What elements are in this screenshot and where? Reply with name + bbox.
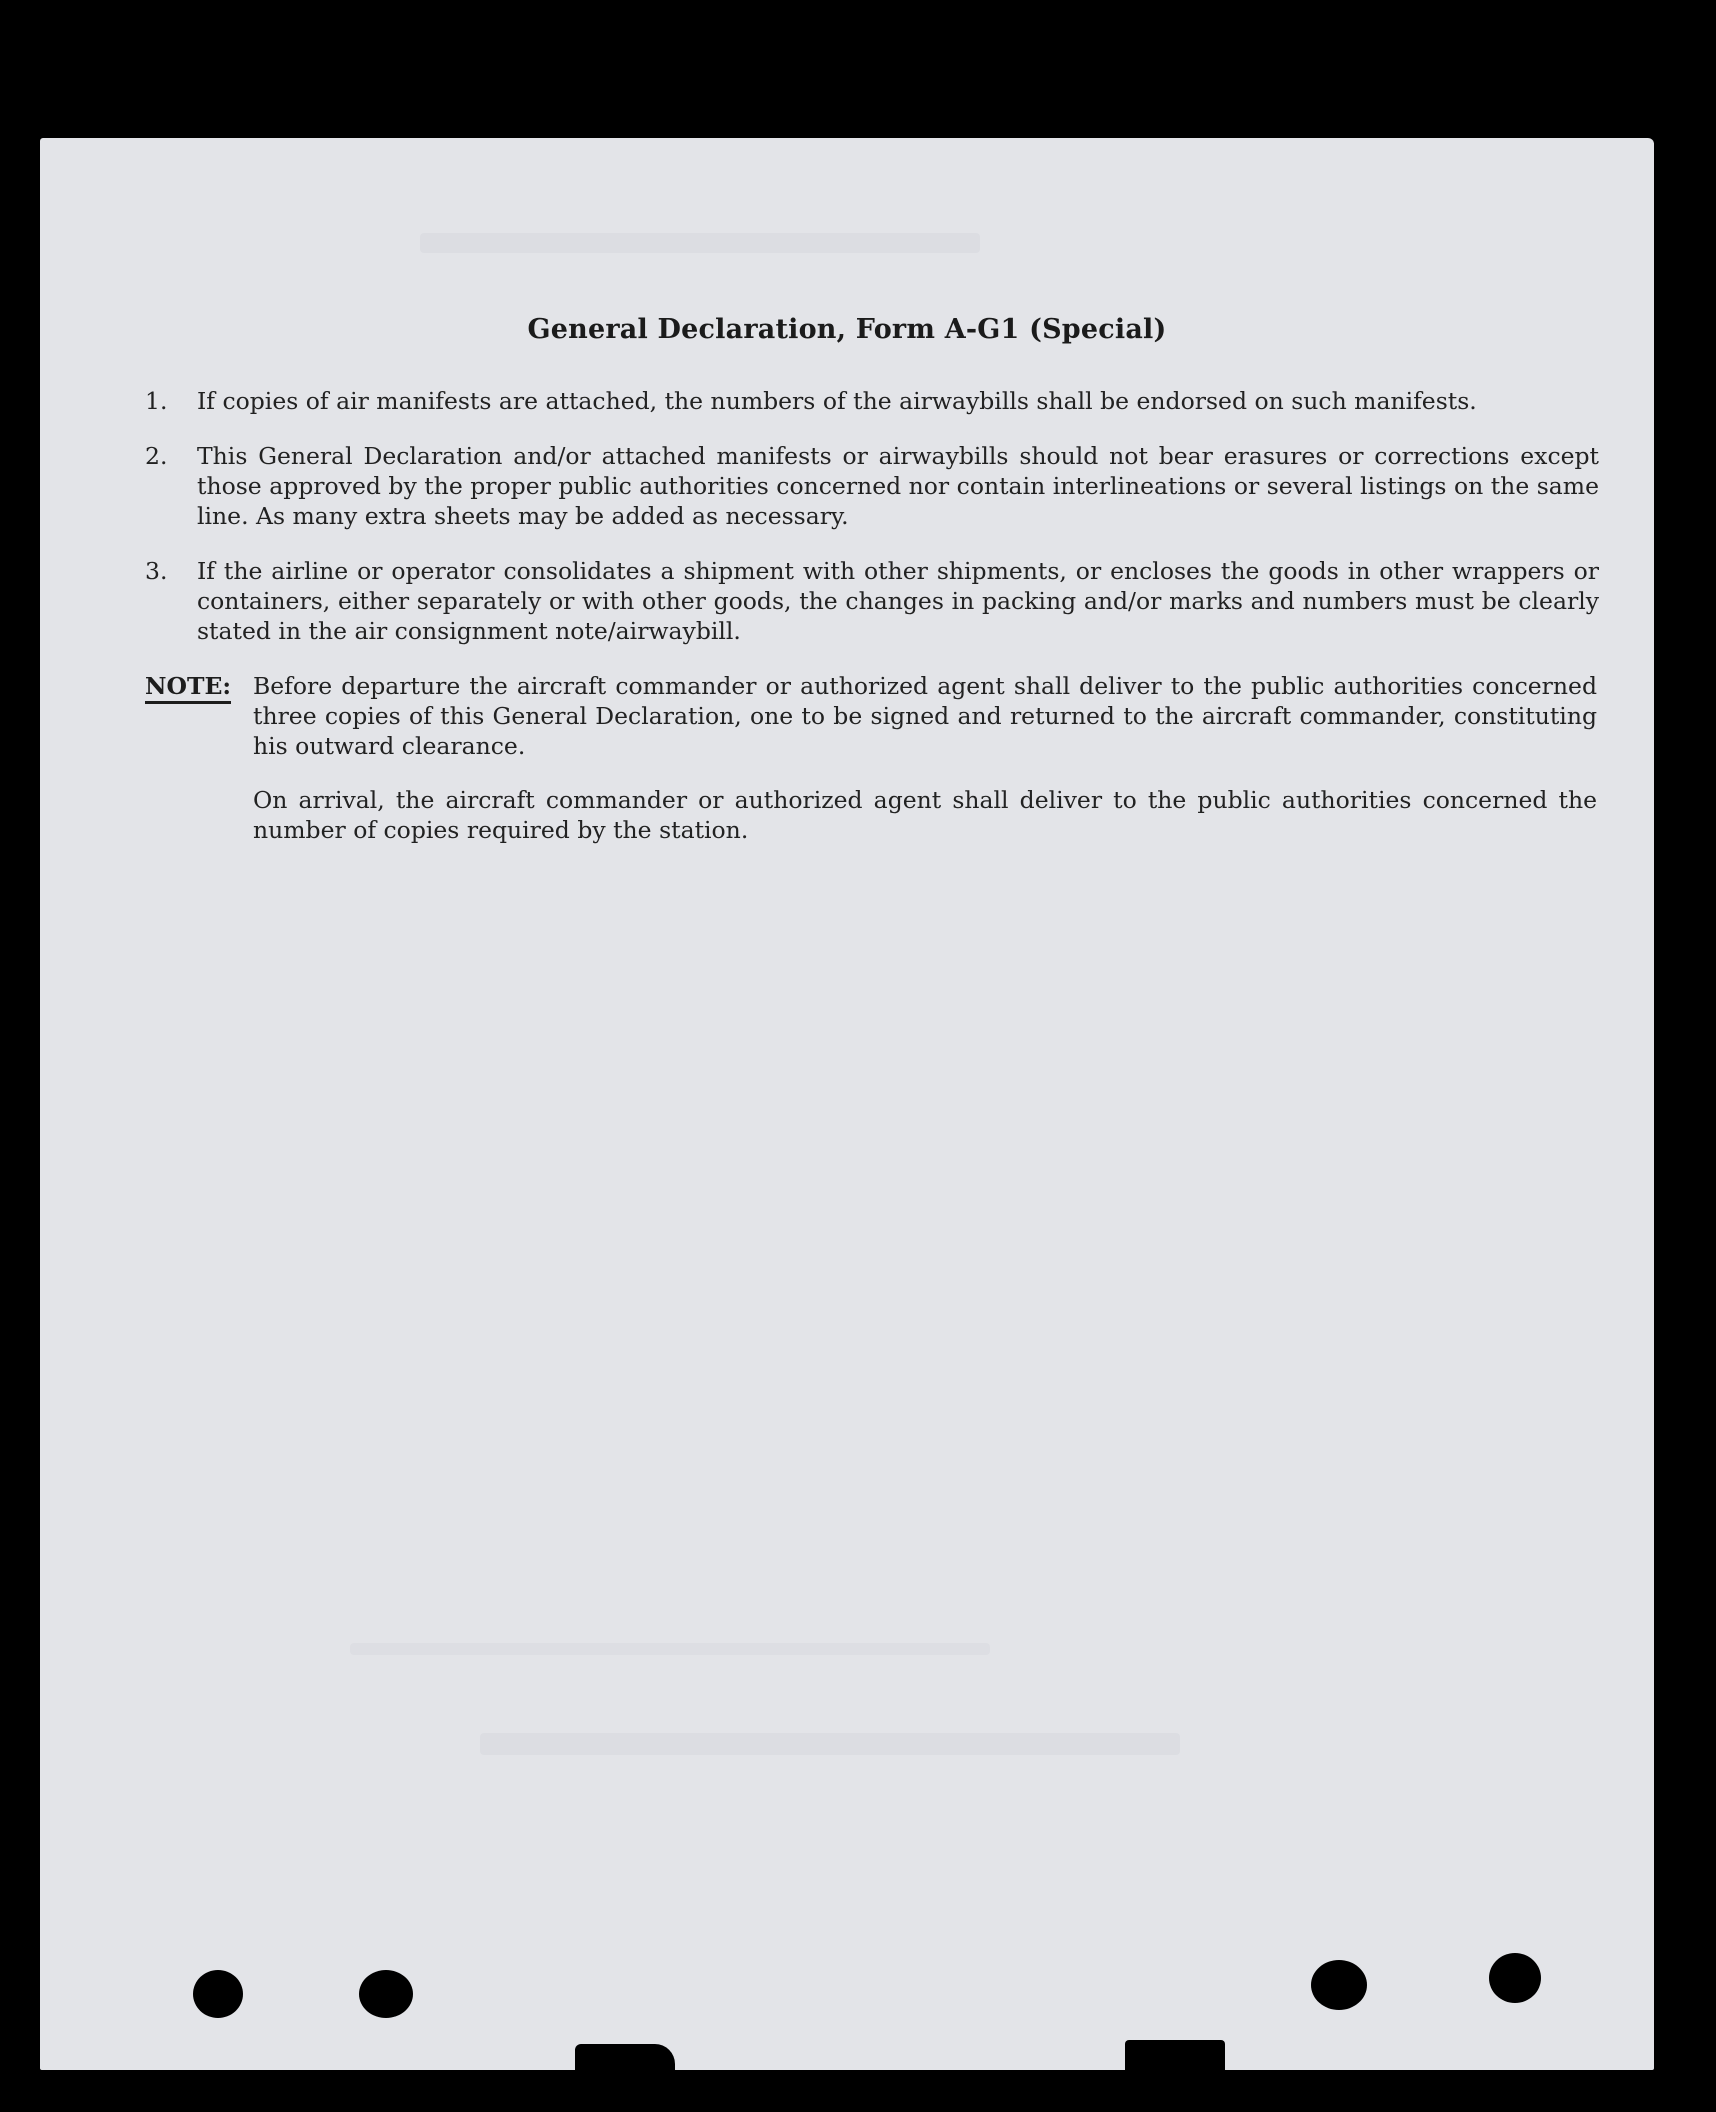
punch-hole — [1489, 1953, 1541, 2003]
torn-edge — [575, 2044, 675, 2074]
list-item — [145, 386, 1599, 416]
item-number: 3. — [145, 557, 168, 585]
torn-edge — [1125, 2040, 1225, 2074]
document-page — [40, 138, 1654, 2070]
item-text: This General Declaration and/or attached manifests or airwaybills should not bear erasures or corrections except those approved by the proper public authorities concerned nor contain interlineations or several listings on the same line. As many extra sheets may be added as necessary. — [197, 442, 1599, 530]
document-title: General Declaration, Form A-G1 (Special) — [527, 314, 1167, 345]
note-label: NOTE: — [145, 671, 231, 704]
note-paragraph: Before departure the aircraft commander or authorized agent shall deliver to the public authorities concerned three copies of this General Declaration, one to be signed and returned to the aircraft commander, constituting his outward clearance. — [253, 672, 1597, 760]
bleed-through-mark — [420, 233, 980, 253]
bleed-through-mark — [350, 1643, 990, 1655]
punch-hole — [193, 1970, 243, 2018]
list-item — [145, 556, 1599, 646]
item-text: If copies of air manifests are attached, the numbers of the airwaybills shall be endorsed on such manifests. — [197, 387, 1477, 415]
punch-hole — [359, 1970, 413, 2018]
list-item — [145, 441, 1599, 531]
punch-hole — [1311, 1960, 1367, 2010]
item-number: 2. — [145, 442, 168, 470]
bleed-through-mark — [480, 1733, 1180, 1755]
item-number: 1. — [145, 387, 168, 415]
item-text: If the airline or operator consolidates a shipment with other shipments, or encloses the goods in other wrappers or containers, either separately or with other goods, the changes in packing and/or marks and numbers must be clearly stated in the air consignment note/airwaybill. — [197, 557, 1599, 645]
note-paragraph: On arrival, the aircraft commander or authorized agent shall deliver to the public authorities concerned the number of copies required by the station. — [253, 786, 1597, 844]
